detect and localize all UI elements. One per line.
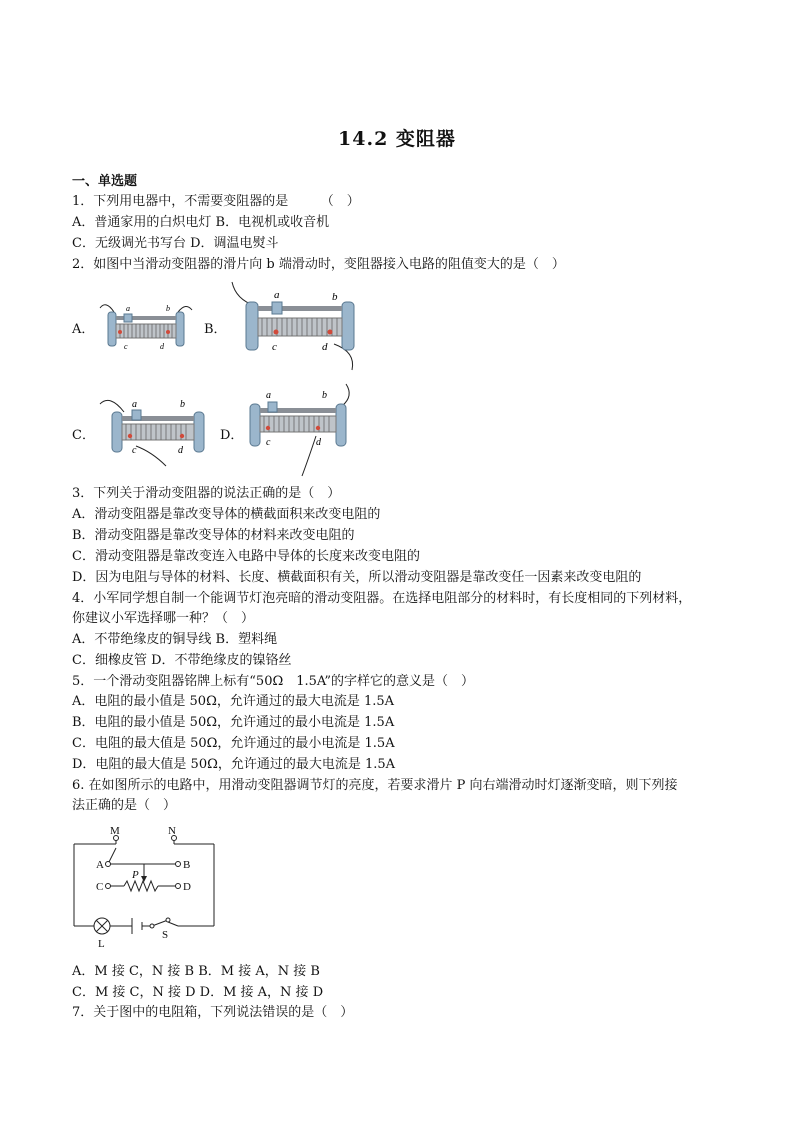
q7-stem: 7．关于图中的电阻箱，下列说法错误的是（ ） (72, 1005, 354, 1020)
q5-stem: 5．一个滑动变阻器铭牌上标有“50Ω 1.5A”的字样它的意义是（ ） (72, 674, 475, 689)
terminal-d-label: d (160, 342, 164, 351)
terminal-c-label: c (132, 445, 137, 456)
rheostat-figure-b (226, 280, 366, 372)
q2-option-d-label: D． (220, 428, 244, 443)
node-m-label: M (110, 825, 120, 837)
q2-option-a-label: A． (72, 322, 95, 337)
q4-stem-line1: 4．小军同学想自制一个能调节灯泡亮暗的滑动变阻器。在选择电阻部分的材料时，有长度相同的下列材料， (72, 591, 692, 606)
lamp-icon (94, 918, 110, 934)
node-a-label: A (96, 859, 104, 871)
q3-stem: 3．下列关于滑动变阻器的说法正确的是（ ） (72, 486, 341, 501)
terminal-a-label: a (274, 289, 280, 301)
rheostat-figure-d (242, 380, 362, 478)
rheostat-figure-a (96, 298, 196, 354)
q3-option-b: B．滑动变阻器是靠改变导体的材料来改变电阻的 (72, 528, 355, 543)
terminal-c-label: c (266, 437, 271, 448)
terminal-b-label: b (180, 399, 185, 410)
q6-options-cd: C．M 接 C，N 接 D D．M 接 A，N 接 D (72, 985, 324, 1000)
q2-option-b-label: B． (204, 322, 227, 337)
circuit-diagram (70, 822, 220, 952)
page-title: 14.2 变阻器 (338, 128, 456, 150)
q5-option-c: C．电阻的最大值是 50Ω，允许通过的最小电流是 1.5A (72, 736, 395, 751)
rheostat-figure-c (96, 390, 216, 470)
terminal-a-label: a (266, 390, 271, 401)
terminal-d-label: d (316, 437, 321, 448)
slider-arrow-icon (141, 876, 147, 882)
q5-option-a: A．电阻的最小值是 50Ω，允许通过的最大电流是 1.5A (72, 694, 395, 709)
q1-stem: 1．下列用电器中，不需要变阻器的是 （ ） (72, 194, 360, 209)
switch-s-label: S (162, 929, 169, 941)
section-heading: 一、单选题 (72, 174, 138, 189)
q1-options-ab: A．普通家用的白炽电灯 B．电视机或收音机 (72, 215, 330, 230)
q6-stem-line2: 法正确的是（ ） (72, 798, 177, 813)
q5-option-d: D．电阻的最大值是 50Ω，允许通过的最大电流是 1.5A (72, 757, 396, 772)
q3-option-d: D．因为电阻与导体的材料、长度、横截面积有关，所以滑动变阻器是靠改变任一因素来改变电阻的 (72, 570, 642, 585)
terminal-b-label: b (322, 390, 327, 401)
node-d-label: D (183, 881, 191, 893)
slider-p-label: P (132, 869, 139, 881)
terminal-c-label: c (272, 341, 277, 353)
q3-option-c: C．滑动变阻器是靠改变连入电路中导体的长度来改变电阻的 (72, 549, 420, 564)
terminal-c-label: c (124, 342, 128, 351)
node-b-label: B (183, 859, 191, 871)
q5-option-b: B．电阻的最小值是 50Ω，允许通过的最小电流是 1.5A (72, 715, 395, 730)
q3-option-a: A．滑动变阻器是靠改变导体的横截面积来改变电阻的 (72, 507, 381, 522)
q4-options-cd: C．细橡皮管 D．不带绝缘皮的镍铬丝 (72, 653, 292, 668)
q4-stem-line2: 你建议小军选择哪一种？（ ） (72, 611, 255, 626)
q6-stem-line1: 6. 在如图所示的电路中，用滑动变阻器调节灯的亮度，若要求滑片 P 向右端滑动时灯逐渐变暗，则下列接 (72, 778, 678, 793)
terminal-a-label: a (126, 304, 130, 313)
node-c-label: C (96, 881, 104, 893)
node-n-label: N (168, 825, 176, 837)
terminal-b-label: b (166, 304, 170, 313)
q1-options-cd: C．无级调光书写台 D．调温电熨斗 (72, 236, 279, 251)
q2-option-c-label: C． (72, 428, 95, 443)
terminal-a-label: a (132, 399, 137, 410)
lamp-l-label: L (98, 938, 105, 950)
terminal-d-label: d (322, 341, 328, 353)
q4-options-ab: A．不带绝缘皮的铜导线 B．塑料绳 (72, 632, 278, 647)
q6-options-ab: A．M 接 C，N 接 B B．M 接 A，N 接 B (72, 964, 320, 979)
q2-stem: 2．如图中当滑动变阻器的滑片向 b 端滑动时，变阻器接入电路的阻值变大的是（ ） (72, 257, 565, 272)
terminal-d-label: d (178, 445, 183, 456)
terminal-b-label: b (332, 291, 338, 303)
